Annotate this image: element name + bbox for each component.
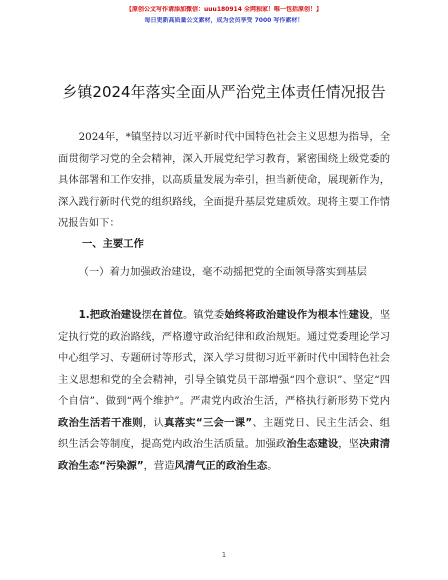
body-text: ，坚 xyxy=(338,438,359,450)
body-text: ，坚定执行党的政治路线，严格遵守政治纪律和政治规矩。通过党委理论学习中心组学习、专题研讨等形式，深入学习贯彻习近平新时代中国特色社会主义思想和党的全会精神，引导全镇党员干部增强“四个意识”、坚定“四个自信”、做到“两个维护”。严肃党内政治生活，严格执行新形势下党内 xyxy=(58,309,391,407)
body-text: ，认 xyxy=(142,416,165,429)
body-text: 。镇党委 xyxy=(182,309,225,321)
emphasis-text: 真落实“三会一课” xyxy=(164,416,253,429)
body-text: 。 xyxy=(267,459,278,472)
section-heading-main-work: 一、主要工作 xyxy=(82,238,144,250)
body-text: ，营造 xyxy=(143,459,175,472)
body-text: 、主题党日、民主生活会、组织生活会等制度，提高党内政治生活质量。加强政 xyxy=(58,416,391,450)
emphasis-text: 政治生活若干准则 xyxy=(58,416,143,429)
emphasis-text: 在首位 xyxy=(151,309,183,321)
emphasis-text: 1.把政治建设 xyxy=(78,309,142,321)
emphasis-text: 建设 xyxy=(348,309,370,321)
intro-paragraph: 2024年，*镇坚持以习近平新时代中国特色社会主义思想为指导，全面贯彻学习党的全会精神，深入开展党纪学习教育，紧密围绕上级党委的具体部署和工作安排，以高质量发展为牵引，担当新使命，展现新作为，深入践行新时代党的组织路线，全面提升基层党建质效。现将主要工作情况报告如下： xyxy=(58,131,390,229)
promo-banner-line-2: 每日更新高质量公文素材，成为会员享受 7000 写作素材！ xyxy=(144,17,304,24)
body-paragraph-political-building xyxy=(58,305,390,477)
emphasis-text: 治生态建设 xyxy=(286,438,339,450)
emphasis-text: 始终将政治建设作为根本 xyxy=(224,309,339,321)
emphasis-text: 决肃清政治生态“污染源” xyxy=(58,438,391,472)
promo-banner-line-1: 【原创公文写作请添加微信：uuu180914 全网独家！唯一包括原创！】 xyxy=(126,6,322,13)
emphasis-text: 风清气正的政治生态 xyxy=(174,459,268,472)
body-text: 性 xyxy=(338,309,349,321)
document-title: 乡镇2024年落实全面从严治党主体责任情况报告 xyxy=(62,83,386,101)
body-text: 摆 xyxy=(141,309,152,321)
page-number: 1 xyxy=(221,551,227,559)
subsection-heading-political-building: （一）着力加强政治建设，毫不动摇把党的全面领导落实到基层 xyxy=(78,266,367,278)
